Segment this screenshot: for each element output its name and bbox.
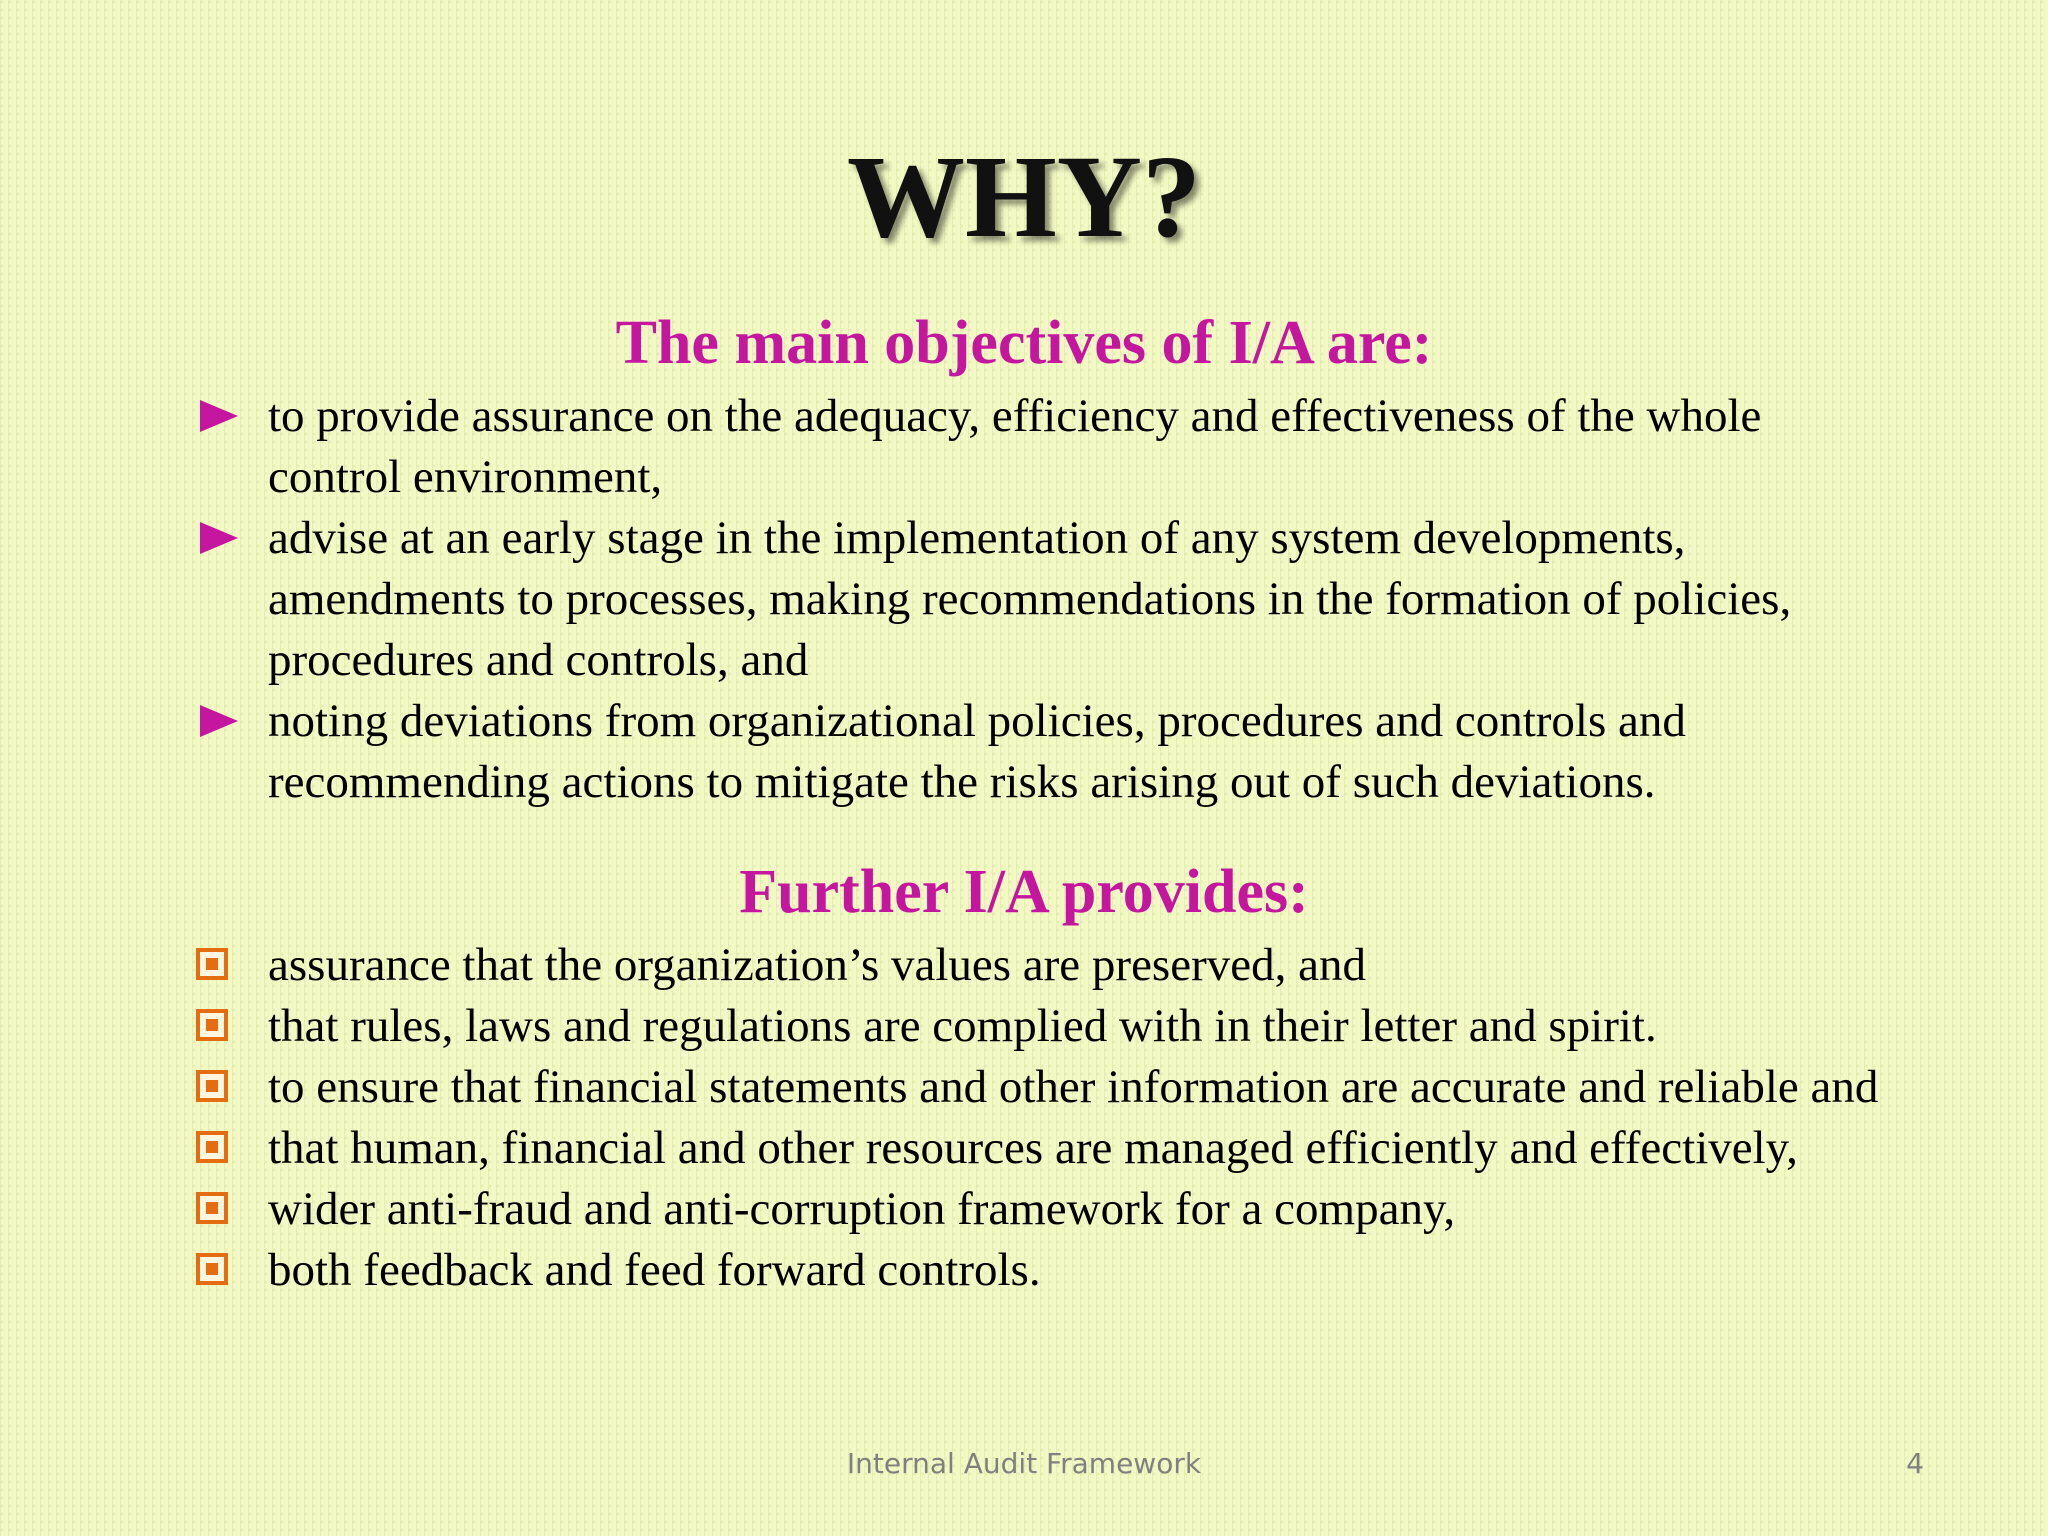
list-item-text: to ensure that financial statements and other information are accurate and reliable and (268, 1061, 1879, 1113)
objectives-list (192, 386, 1892, 813)
square-box-icon (196, 1009, 228, 1041)
list-item-text: noting deviations from organizational policies, procedures and controls and recommending actions to mitigate the risks arising out of such deviations. (268, 695, 1686, 808)
triangle-right-icon (198, 508, 242, 569)
square-box-icon (196, 1070, 228, 1102)
triangle-right-icon (198, 691, 242, 752)
list-item-text: both feedback and feed forward controls. (268, 1244, 1041, 1296)
triangle-right-icon (198, 386, 242, 447)
list-item (192, 1179, 1892, 1240)
list-item (192, 508, 1892, 691)
page-number: 4 (1906, 1447, 1924, 1480)
list-item (192, 386, 1892, 508)
list-item-text: advise at an early stage in the implementation of any system developments, amendments to processes, making recommendations in the formation of policies, procedures and controls, and (268, 512, 1792, 686)
list-item-text: wider anti-fraud and anti-corruption framework for a company, (268, 1183, 1456, 1235)
list-item-text: assurance that the organization’s values are preserved, and (268, 939, 1366, 991)
list-item-text: to provide assurance on the adequacy, efficiency and effectiveness of the whole control environment, (268, 390, 1762, 503)
square-box-icon (196, 948, 228, 980)
list-item (192, 691, 1892, 813)
square-box-icon (196, 1131, 228, 1163)
objectives-heading: The main objectives of I/A are: (615, 309, 1433, 377)
slide-title: WHY? (847, 131, 1201, 262)
list-item (192, 1240, 1892, 1301)
square-box-icon (196, 1192, 228, 1224)
square-box-icon (196, 1253, 228, 1285)
list-item-text: that rules, laws and regulations are complied with in their letter and spirit. (268, 1000, 1657, 1052)
list-item-text: that human, financial and other resources are managed efficiently and effectively, (268, 1122, 1798, 1174)
slide-footer: Internal Audit Framework (846, 1447, 1202, 1480)
provides-list (192, 935, 1892, 1301)
list-item (192, 1118, 1892, 1179)
list-item (192, 935, 1892, 996)
provides-heading: Further I/A provides: (739, 858, 1309, 926)
list-item (192, 1057, 1892, 1118)
list-item (192, 996, 1892, 1057)
